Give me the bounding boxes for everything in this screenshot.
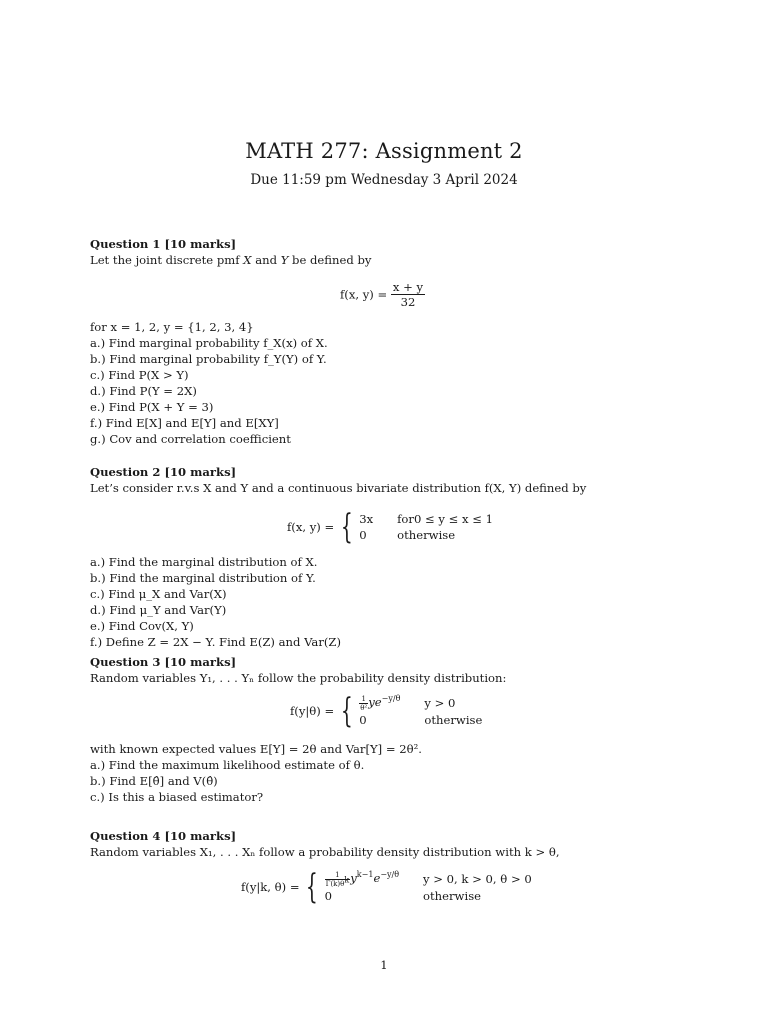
q3-case1-value: $\frac{1}{\text{θ²}}$ $ye^{-y/\theta}$: [360, 694, 401, 712]
q4-eq-lhs: f(y|k, θ) =: [241, 880, 300, 894]
q1-intro: Let the joint discrete pmf X and Y be defined by: [90, 253, 372, 267]
q2-intro: Let’s consider r.v.s X and Y and a continuous bivariate distribution f(X, Y) defined by: [90, 481, 587, 495]
q2-case1-condition: for0 ≤ y ≤ x ≤ 1: [397, 512, 494, 526]
q1-eq-lhs: f(x, y) =: [340, 287, 388, 302]
q2-case1-value: 3x: [359, 512, 374, 526]
q2-item-f: f.) Define Z = 2X − Y. Find E(Z) and Var(Z): [90, 635, 341, 649]
q4-case1-condition: y > 0, k > 0, θ > 0: [423, 872, 532, 886]
q2-heading: Question 2 [10 marks]: [90, 465, 237, 479]
q2-item-d: d.) Find μ_Y and Var(Y): [90, 603, 227, 617]
q1-item-b: b.) Find marginal probability f_Y(Y) of Y.: [90, 352, 327, 366]
q4-case1-value: $\frac{1}{\Gamma(k)\theta^k}$ $y^{k-1}e^{-y/\theta}$: [325, 870, 400, 888]
q1-eq-fraction: $\frac{x + y}{32}$: [392, 280, 424, 309]
q3-known-values: with known expected values E[Y] = 2θ and Var[Y] = 2θ².: [90, 742, 422, 756]
q3-cases: [359, 694, 488, 728]
q1-domain: for x = 1, 2, y = {1, 2, 3, 4}: [90, 320, 254, 334]
due-date: Due 11:59 pm Wednesday 3 April 2024: [250, 172, 518, 188]
page-number: 1: [380, 958, 388, 972]
q4-case2-value: 0: [324, 888, 332, 903]
q2-equation: [287, 507, 499, 547]
q1-item-c: c.) Find P(X > Y): [90, 368, 189, 382]
q2-item-b: b.) Find the marginal distribution of Y.: [90, 571, 316, 585]
q3-eq-lhs: f(y|θ) =: [290, 704, 335, 718]
q1-item-g: g.) Cov and correlation coefficient: [90, 432, 291, 446]
q3-item-c: c.) Is this a biased estimator?: [90, 790, 264, 804]
q4-heading: Question 4 [10 marks]: [90, 829, 237, 843]
q1-item-f: f.) Find E[X] and E[Y] and E[XY]: [90, 416, 279, 430]
q1-item-d: d.) Find P(Y = 2X): [90, 384, 197, 398]
q2-eq-lhs: f(x, y) =: [287, 520, 335, 534]
q4-case2-condition: otherwise: [423, 888, 481, 903]
q1-equation: [340, 280, 425, 309]
q4-cases: [325, 870, 538, 904]
left-brace-icon: {: [306, 867, 319, 907]
q3-case1-condition: y > 0: [424, 696, 456, 710]
q3-heading: Question 3 [10 marks]: [90, 655, 237, 669]
q4-intro: Random variables X₁, . . . Xₙ follow a probability density distribution with k > θ,: [90, 845, 560, 859]
q2-cases: [359, 511, 499, 543]
q4-equation: [241, 867, 538, 907]
q2-item-a: a.) Find the marginal distribution of X.: [90, 555, 318, 569]
q3-case2-value: 0: [359, 712, 367, 727]
q1-heading: Question 1 [10 marks]: [90, 237, 237, 251]
q2-item-e: e.) Find Cov(X, Y): [90, 619, 194, 633]
left-brace-icon: {: [340, 691, 353, 731]
q2-case2-condition: otherwise: [397, 528, 456, 542]
left-brace-icon: {: [340, 507, 353, 547]
q1-item-a: a.) Find marginal probability f_X(x) of X.: [90, 336, 328, 350]
q2-case2-value: 0: [359, 528, 367, 542]
q2-item-c: c.) Find μ_X and Var(X): [90, 587, 227, 601]
q3-intro: Random variables Y₁, . . . Yₙ follow the probability density distribution:: [90, 671, 507, 685]
page-title: MATH 277: Assignment 2: [245, 139, 523, 163]
q1-item-e: e.) Find P(X + Y = 3): [90, 400, 214, 414]
q3-item-b: b.) Find E[θ̂] and V(θ̂): [90, 774, 218, 788]
q3-item-a: a.) Find the maximum likelihood estimate of θ.: [90, 758, 365, 772]
q3-case2-condition: otherwise: [424, 712, 483, 727]
q3-equation: [290, 691, 488, 731]
